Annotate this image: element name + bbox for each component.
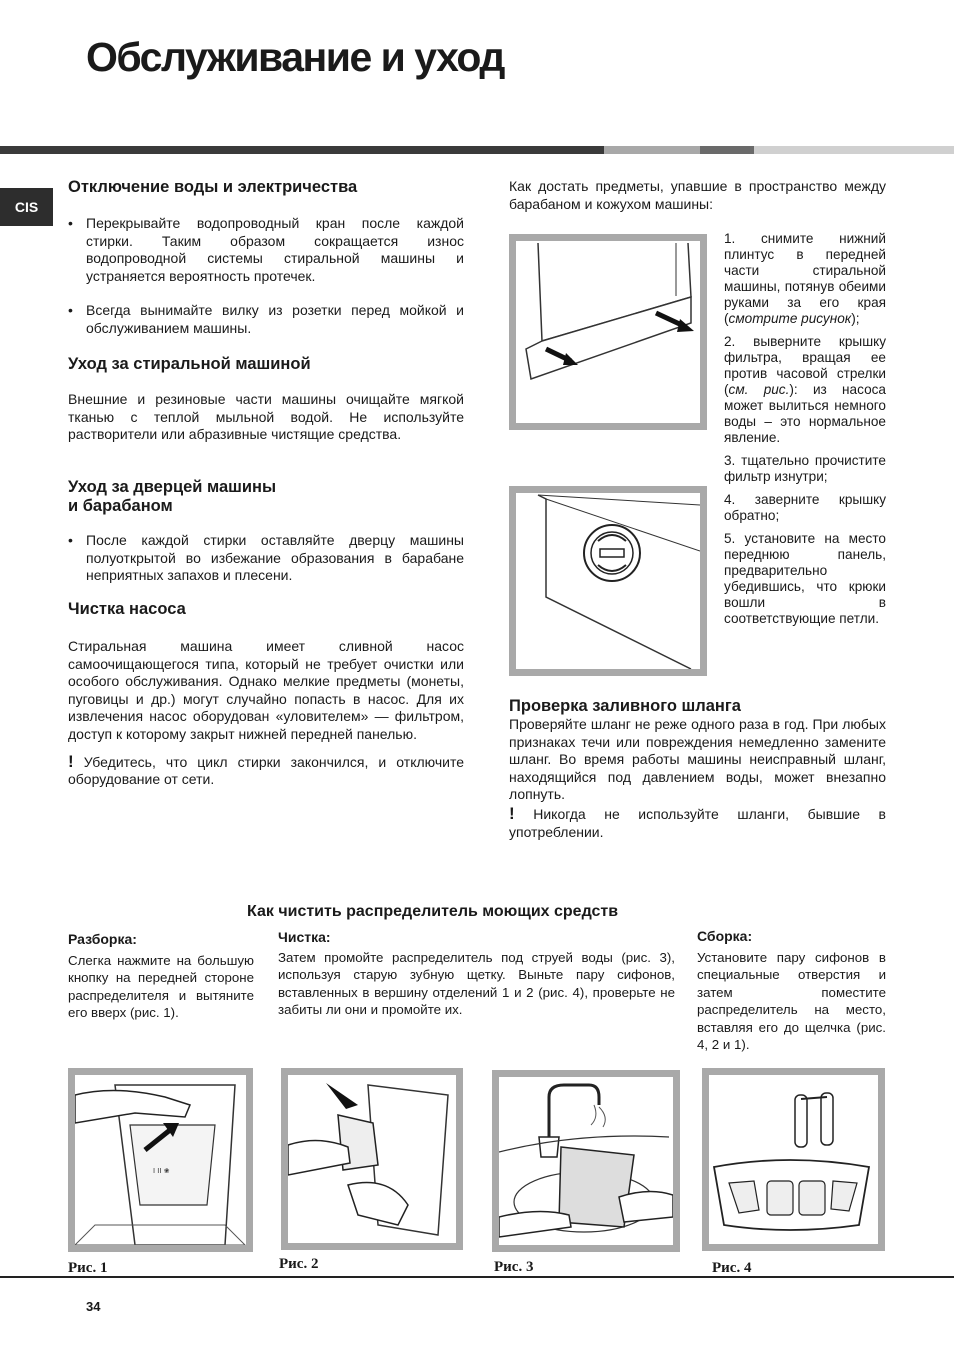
figure-3-caption: Рис. 3 [494, 1259, 534, 1275]
warning-mark: ! [68, 751, 74, 771]
header-bar-dark [0, 146, 604, 154]
door-drum-heading-2: и барабаном [68, 497, 173, 515]
pump-warning [68, 753, 464, 789]
page-title: Обслуживание и уход [86, 34, 504, 80]
hose-section [509, 697, 886, 841]
list-item: • Перекрывайте водопроводный кран после каждой стирки. Таким образом сокращается износ водопроводной системы стиральной машины и устраняется вероятность протечек. [68, 215, 464, 285]
figure-2 [281, 1068, 463, 1250]
disassembly-text: Слегка нажмите на большую кнопку на передней стороне распределителя и вытяните его вверх (рис. 1). [68, 953, 254, 1021]
figure-1 [68, 1068, 253, 1252]
header-bar-light [754, 146, 954, 154]
retrieve-steps [724, 231, 886, 634]
hose-heading: Проверка заливного шланга [509, 697, 741, 715]
header-bar-dark2 [700, 146, 754, 154]
step-1: 1. снимите нижний плинтус в передней части стиральной машины, потянув обеими руками за его края (смотрите рисунок); [724, 231, 886, 326]
step-2: 2. выверните крышку фильтра, вращая ее против часовой стрелки (см. рис.): из насоса может вылиться немного воды – это нормальное явление. [724, 334, 886, 445]
svg-text:I II ❀: I II ❀ [153, 1167, 170, 1175]
dispenser-heading: Как чистить распределитель моющих средств [247, 903, 619, 920]
footer-rule [0, 1276, 954, 1278]
step-5: 5. установите на место переднюю панель, предварительно убедившись, что крюки вошли в соответствующие петли. [724, 531, 886, 626]
door-drum-list [68, 532, 464, 585]
assembly-text: Установите пару сифонов в специальные отверстия и затем поместите распределитель на место, вставляя его до щелчка (рис. 4, 2 и 1). [697, 950, 886, 1053]
plinth-removal-figure [509, 234, 707, 430]
hose-text: Проверяйте шланг не реже одного раза в год. При любых признаках течи или повреждения немедленно замените шланг. Во время работы машины неисправный шланг, находящийся под давлением воды, может внезапно лопнуть. [509, 716, 886, 803]
figure-4 [702, 1068, 885, 1251]
assembly-section [697, 928, 886, 1053]
dispenser-rinse-illustration [499, 1077, 673, 1245]
disassembly-title: Разборка: [68, 931, 137, 947]
cleaning-section [278, 929, 675, 1019]
hose-warning-text: Никогда не используйте шланги, бывшие в употреблении. [509, 805, 886, 840]
door-drum-section [68, 478, 464, 585]
dispenser-insert-illustration [288, 1075, 456, 1243]
cleaning-text: Затем промойте распределитель под струей воды (рис. 3), используя старую зубную щетку. Выньте пару сифонов, вставленных в вершину отделений 1 и 2 (рис. 4), проверьте не забиты ли они и промойте их. [278, 950, 675, 1018]
filter-illustration [516, 493, 700, 669]
page-number: 34 [86, 1299, 101, 1314]
list-item: • Всегда вынимайте вилку из розетки перед мойкой и обслуживанием машины. [68, 302, 464, 337]
figure-3 [492, 1070, 680, 1252]
figure-4-caption: Рис. 4 [712, 1260, 752, 1276]
pump-text: Стиральная машина имеет сливной насос самоочищающегося типа, который не требует очистки или особого обслуживания. Однако мелкие предметы (монеты, пуговицы и др.) могут случайно попасть в насос. Для их извлечения насос оборудован «уловителем» — фильтром, доступ к которому закрыт нижней передней панелью. [68, 638, 464, 742]
door-drum-heading-1: Уход за дверцей машины [68, 478, 277, 496]
language-tab: CIS [0, 188, 53, 226]
warning-mark: ! [509, 803, 515, 823]
machine-care-section [68, 355, 464, 444]
figure-1-caption: Рис. 1 [68, 1260, 108, 1276]
list-item: • После каждой стирки оставляйте дверцу машины полуоткрытой во избежание образования в барабане неприятных запахов и плесени. [68, 532, 464, 585]
step-4: 4. заверните крышку обратно; [724, 492, 886, 523]
water-electricity-list [68, 215, 464, 338]
header-bar-mid [604, 146, 700, 154]
figure-2-caption: Рис. 2 [279, 1256, 319, 1272]
retrieve-intro: Как достать предметы, упавшие в пространство между барабаном и кожухом машины: [509, 178, 886, 212]
disassembly-section [68, 931, 254, 1022]
pump-heading: Чистка насоса [68, 600, 186, 618]
filter-cover-figure [509, 486, 707, 676]
machine-care-text: Внешние и резиновые части машины очищайте мягкой тканью с теплой мыльной водой. Не используйте растворители или абразивные чистящие средства. [68, 391, 464, 443]
dispenser-removal-illustration [75, 1075, 246, 1245]
machine-care-heading: Уход за стиральной машиной [68, 355, 311, 373]
water-electricity-heading: Отключение воды и электричества [68, 178, 358, 196]
cleaning-title: Чистка: [278, 929, 331, 945]
hose-warning [509, 805, 886, 841]
step-3: 3. тщательно прочистите фильтр изнутри; [724, 453, 886, 484]
plinth-illustration [516, 241, 700, 423]
assembly-title: Сборка: [697, 928, 753, 944]
pump-warning-text: Убедитесь, что цикл стирки закончился, и отключите оборудование от сети. [68, 753, 464, 788]
pump-section [68, 600, 464, 789]
water-electricity-section [68, 178, 464, 338]
siphons-illustration [709, 1075, 878, 1244]
